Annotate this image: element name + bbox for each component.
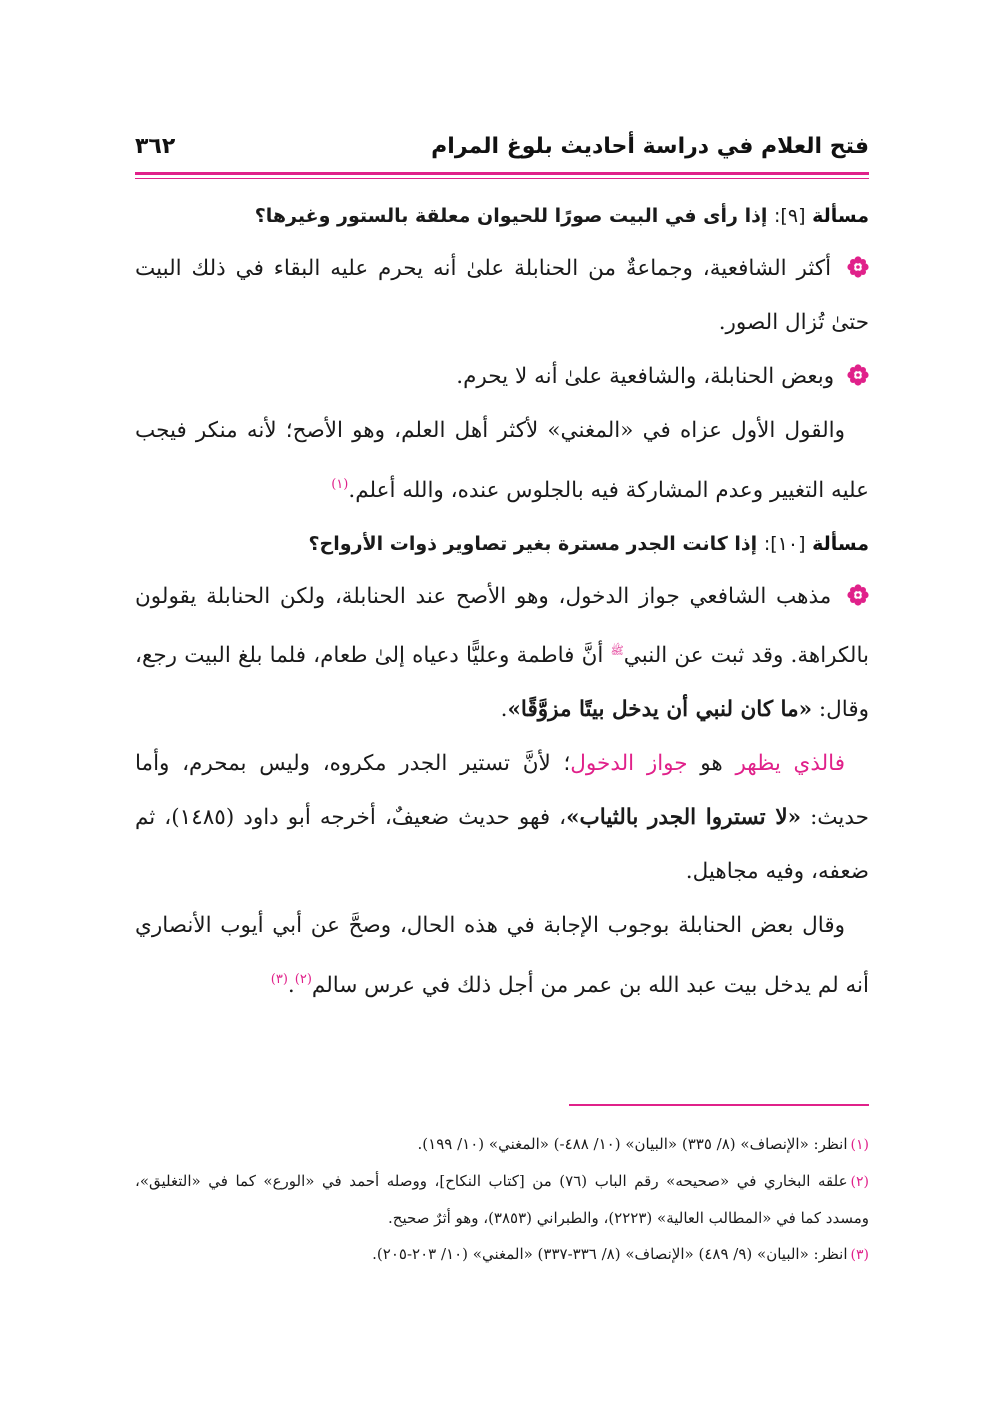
question-number: [١٠]: (763, 533, 806, 555)
paragraph-4 (135, 570, 869, 737)
paragraph-6 (135, 899, 869, 1013)
paragraph-5-text-3: ، فهو حديث ضعيفٌ، أخرجه أبو داود (١٤٨٥)، ثم ضعفه، وفيه مجاهيل. (135, 805, 869, 884)
paragraph-1-text: أكثر الشافعية، وجماعةٌ من الحنابلة علىٰ أنه يحرم عليه البقاء في ذلك البيت حتىٰ تُزال الصور. (135, 256, 869, 335)
footnote-ref-2[interactable]: (٢) (294, 972, 312, 987)
footnote (135, 1126, 869, 1163)
highlight-text-2: جواز الدخول (570, 751, 688, 776)
footnote (135, 1236, 869, 1273)
honorific-glyph: ﷺ (610, 644, 624, 657)
question-label: مسألة (812, 533, 869, 555)
paragraph-2-text: وبعض الحنابلة، والشافعية علىٰ أنه لا يحرم. (456, 364, 835, 389)
paragraph-6-text: وقال بعض الحنابلة بوجوب الإجابة في هذه الحال، وصحَّ عن أبي أيوب الأنصاري أنه لم يدخل بيت عبد الله بن عمر من أجل ذلك في عرس سالم (135, 913, 869, 998)
page-header (135, 128, 869, 164)
question-number: [٩]: (774, 205, 806, 227)
question-9-heading (135, 190, 869, 242)
question-label: مسألة (812, 205, 869, 227)
paragraph-5-text-2: ؛ لأنَّ تستير الجدر مكروه، وليس بمحرم، وأما حديث: (135, 751, 869, 830)
book-title: فتح العلام في دراسة أحاديث بلوغ المرام (431, 133, 869, 159)
header-rule-thick (135, 172, 869, 175)
question-title: إذا رأى في البيت صورًا للحيوان معلقة بالستور وغيرها؟ (254, 205, 768, 227)
footnote-text: انظر: «البيان» (٩/ ٤٨٩) «الإنصاف» (٨/ ٣٣٦-٣٣٧) «المغني» (١٠/ ٢٠٣-٢٠٥). (372, 1245, 848, 1263)
paragraph-4-text-2: أنَّ فاطمة وعليًّا دعياه إلىٰ طعام، فلما بلغ البيت رجع، وقال: (135, 643, 869, 722)
hadith-quote: «لا تستروا الجدر بالثياب» (566, 805, 802, 830)
paragraph-3 (135, 404, 869, 518)
hadith-quote: «ما كان لنبي أن يدخل بيتًا مزوَّقًا» (507, 697, 813, 722)
footnote-ref-1[interactable]: (١) (331, 477, 349, 492)
paragraph-2 (135, 350, 869, 404)
question-title: إذا كانت الجدر مسترة بغير تصاوير ذوات الأرواح؟ (308, 533, 758, 555)
footnotes (135, 1126, 869, 1273)
page-number: ٣٦٢ (135, 133, 176, 159)
header-rule-thin (135, 178, 869, 179)
flower-icon (847, 364, 869, 386)
question-10-heading (135, 518, 869, 570)
highlight-text: فالذي يظهر (735, 751, 846, 776)
paragraph-3-text: والقول الأول عزاه في «المغني» لأكثر أهل العلم، وهو الأصح؛ لأنه منكر فيجب عليه التغيير وعدم المشاركة فيه بالجلوس عنده، والله أعلم. (135, 418, 869, 503)
footnote (135, 1163, 869, 1236)
paragraph-5 (135, 737, 869, 899)
footnote-separator (569, 1104, 869, 1106)
footnote-number: (٣) (850, 1247, 869, 1263)
footnote-text: انظر: «الإنصاف» (٨/ ٣٣٥) «البيان» (١٠/ ٤٨٨-) «المغني» (١٠/ ١٩٩). (417, 1135, 848, 1153)
footnote-text: علقه البخاري في «صحيحه» رقم الباب (٧٦) من [كتاب النكاح]، ووصله أحمد في «الورع» كما في «التغليق»، ومسدد كما في «المطالب العالية» (٢٢٢٣)، والطبراني (٣٨٥٣)، وهو أثرٌ صحيح. (135, 1172, 869, 1227)
footnote-number: (٢) (850, 1174, 869, 1190)
flower-icon (847, 256, 869, 278)
paragraph-5-text: هو (700, 751, 723, 776)
footnote-number: (١) (850, 1137, 869, 1153)
main-text (135, 190, 869, 1013)
paragraph-4-text: مذهب الشافعي جواز الدخول، وهو الأصح عند الحنابلة، ولكن الحنابلة يقولون بالكراهة. وقد ثبت عن النبي (135, 584, 870, 668)
footnote-ref-3[interactable]: (٣) (270, 972, 288, 987)
paragraph-4-end: . (500, 697, 508, 722)
paragraph-1 (135, 242, 869, 350)
flower-icon (847, 584, 869, 606)
paragraph-6-end: . (287, 973, 295, 998)
